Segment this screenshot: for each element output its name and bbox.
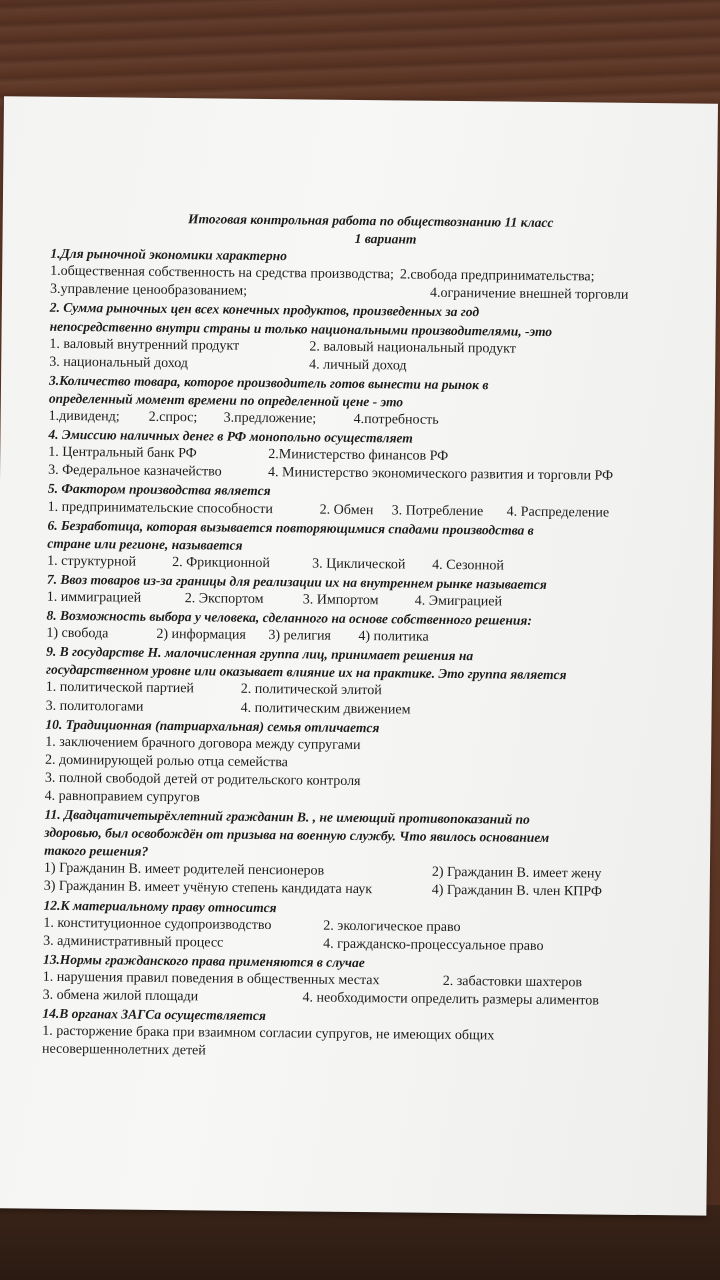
answer-option: 1. заключением брачного договора между супругами — [45, 734, 361, 753]
answer-option: 3. национальный доход — [49, 354, 189, 371]
question-9: 9. В государстве Н. малочисленная группа лиц, принимает решения на — [46, 643, 474, 664]
answer-option: 1.общественная собственность на средства производства; — [50, 264, 395, 283]
answer-option: 1. Центральный банк РФ — [48, 444, 197, 462]
answer-option: 4. необходимости определить размеры алиментов — [302, 990, 599, 1009]
answer-option: 2. Экспортом — [184, 591, 264, 607]
answer-option: 2. забастовки шахтеров — [442, 973, 583, 991]
answer-option: 2.свобода предпринимательства; — [399, 267, 595, 285]
question-11: 11. Двадцатичетырёхлетний гражданин В. , не имеющий противопоказаний по — [44, 806, 530, 827]
question-2-cont: непосредственно внутри страны и только национальными производителями, -это — [49, 318, 553, 339]
answer-option: 2) информация — [156, 627, 246, 643]
answer-option: 1. структурной — [47, 553, 137, 570]
question-8: 8. Возможность выбора у человека, сделанного на основе собственного решения: — [46, 607, 532, 628]
answer-option: 3. политологами — [45, 698, 144, 715]
answer-option: 4) политика — [358, 629, 429, 645]
answer-option: 1. нарушения правил поведения в общественных местах — [42, 969, 380, 989]
answer-option: 1. валовый внутренний продукт — [49, 336, 240, 354]
answer-option: 2.спрос; — [148, 409, 198, 426]
answer-option: 4. Распределение — [506, 504, 610, 521]
answer-option: 2. Фрикционной — [172, 554, 271, 571]
question-1: 1.Для рыночной экономики характерно — [50, 245, 287, 264]
answer-option: 3. Импортом — [302, 592, 379, 609]
answer-option: 4. Эмиграцией — [414, 593, 503, 610]
answer-option: 1. иммиграцией — [46, 589, 142, 606]
answer-option: 3. обмена жилой площади — [42, 987, 199, 1005]
answer-option: 3. административный процесс — [43, 933, 224, 951]
question-11-cont: такого решения? — [44, 843, 149, 860]
answer-option: 2. политической элитой — [240, 682, 382, 699]
question-3: 3.Количество товара, которое производитель готов вынести на рынок в — [48, 372, 489, 393]
table-edge-shadow — [0, 1205, 720, 1280]
question-3-cont: определенный момент времени по определенной цене - это — [48, 390, 404, 410]
question-6-cont: стране или регионе, называется — [47, 535, 243, 553]
answer-option: несовершеннолетних детей — [41, 1042, 206, 1059]
question-13: 13.Нормы гражданского права применяются в случае — [42, 951, 365, 970]
answer-option: 1) свобода — [46, 625, 109, 642]
answer-option: 2.Министерство финансов РФ — [268, 447, 449, 465]
answer-option: 4. Сезонной — [432, 557, 505, 574]
question-7: 7. Ввоз товаров из-за границы для реализации их на внутреннем рынке называется — [46, 571, 547, 592]
answer-option: 4) Гражданин В. член КПРФ — [431, 883, 602, 901]
answer-option: 4.потребность — [353, 411, 439, 428]
document-title: Итоговая контрольная работа по обществознанию 11 класс — [187, 211, 554, 231]
answer-option: 4.ограничение внешней торговли — [429, 286, 629, 304]
answer-option: 2) Гражданин В. имеет жену — [431, 865, 602, 882]
variant-label: 1 вариант — [354, 231, 417, 247]
question-10: 10. Традиционная (патриархальная) семья отличается — [45, 716, 380, 735]
answer-option: 2. валовый национальный продукт — [309, 339, 516, 357]
answer-option: 1) Гражданин В. имеет родителей пенсионеров — [43, 861, 325, 880]
question-11-cont: здоровью, был освобождён от призыва на военную службу. Что явилось основанием — [44, 824, 550, 846]
answer-option: 3.управление ценообразованием; — [49, 282, 248, 300]
question-2: 2. Сумма рыночных цен всех конечных продуктов, произведенных за год — [49, 300, 480, 320]
paper-sheet — [0, 96, 718, 1215]
answer-option: 4. личный доход — [309, 357, 407, 374]
answer-option: 3. Циклической — [312, 556, 406, 573]
wooden-table-top — [0, 0, 720, 110]
answer-option: 3. полной свободой детей от родительского контроля — [44, 770, 361, 789]
answer-option: 4. равноправием супругов — [44, 788, 200, 806]
question-12: 12.К материальному праву относится — [43, 897, 277, 915]
answer-option: 2. доминирующей ролью отца семейства — [44, 752, 289, 771]
answer-option: 4. Министерство экономического развития и торговли РФ — [268, 465, 614, 484]
question-6: 6. Безработица, которая вызывается повторяющимися спадами производства в — [47, 517, 534, 538]
answer-option: 2. Обмен — [319, 502, 374, 518]
answer-option: 1. конституционное судопроизводство — [43, 915, 272, 933]
answer-option: 3. Федеральное казначейство — [48, 463, 222, 480]
answer-option: 2. экологическое право — [323, 918, 461, 935]
answer-option: 1. политической партией — [45, 680, 195, 697]
answer-option: 3) Гражданин В. имеет учёную степень кандидата наук — [43, 879, 373, 898]
answer-option: 1.дивиденд; — [48, 408, 120, 425]
document-text — [42, 209, 661, 1066]
answer-option: 1. расторжение брака при взаимном согласии супругов, не имеющих общих — [42, 1023, 495, 1044]
question-4: 4. Эмиссию наличных денег в РФ монопольно осуществляет — [48, 426, 413, 446]
answer-option: 1. предпринимательские способности — [47, 499, 274, 517]
question-14: 14.В органах ЗАГСа осуществляется — [42, 1005, 266, 1024]
question-5: 5. Фактором производства является — [47, 481, 271, 499]
answer-option: 4. политическим движением — [240, 700, 411, 718]
question-9-cont: государственном уровне или оказывает влияние их на практике. Это группа является — [45, 662, 567, 683]
answer-option: 4. гражданско-процессуальное право — [323, 936, 544, 954]
answer-option: 3. Потребление — [391, 502, 484, 519]
answer-option: 3.предложение; — [223, 410, 317, 427]
answer-option: 3) религия — [268, 628, 331, 644]
